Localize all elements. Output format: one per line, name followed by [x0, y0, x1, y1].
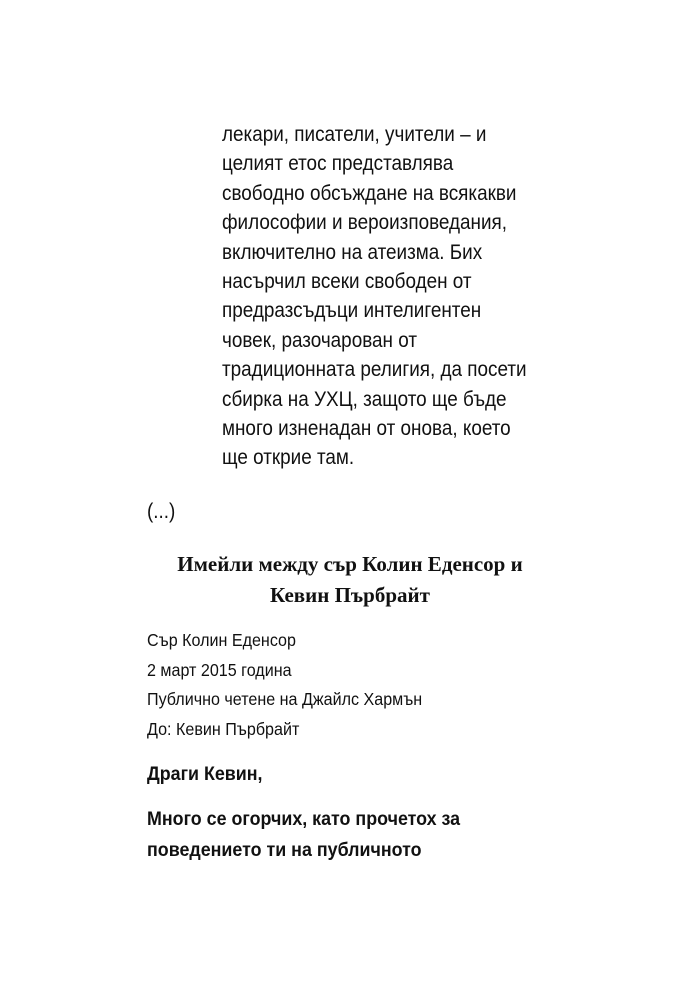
- quote-line: свободно обсъждане на всякакви: [222, 181, 517, 205]
- quote-line: много изненадан от онова, което: [222, 417, 511, 441]
- quote-line: традиционната религия, да посети: [222, 358, 527, 382]
- email-greeting: Драги Кевин,: [147, 764, 263, 785]
- quote-line: човек, разочарован от: [222, 328, 417, 352]
- email-body: [147, 804, 480, 866]
- email-header: [147, 626, 446, 744]
- quote-line: философии и вероизповедания,: [222, 211, 508, 235]
- email-body-line: поведението ти на публичното: [147, 840, 422, 861]
- email-subject: Публично четене на Джайлс Хармън: [147, 689, 423, 709]
- quote-line: включително на атеизма. Бих: [222, 240, 483, 264]
- quote-line: целият етос представлява: [222, 152, 454, 176]
- section-heading-line: Кевин Пърбрайт: [270, 583, 430, 607]
- section-heading: [120, 549, 580, 611]
- email-body-line: Много се огорчих, като прочетох за: [147, 809, 461, 830]
- section-heading-line: Имейли между сър Колин Еденсор и: [177, 552, 523, 576]
- quote-line: насърчил всеки свободен от: [222, 270, 472, 294]
- quoted-passage: [222, 120, 582, 473]
- omission-marker: (...): [147, 500, 176, 523]
- quote-line: лекари, писатели, учители – и: [222, 123, 487, 146]
- quote-line: сбирка на УХЦ, защото ще бъде: [222, 387, 507, 411]
- email-recipient: До: Кевин Пърбрайт: [147, 718, 300, 739]
- email-date: 2 март 2015 година: [147, 659, 292, 680]
- quote-line: предразсъдъци интелигентен: [222, 299, 482, 323]
- email-sender: Сър Колин Еденсор: [147, 630, 296, 650]
- quote-line: ще открие там.: [222, 446, 355, 470]
